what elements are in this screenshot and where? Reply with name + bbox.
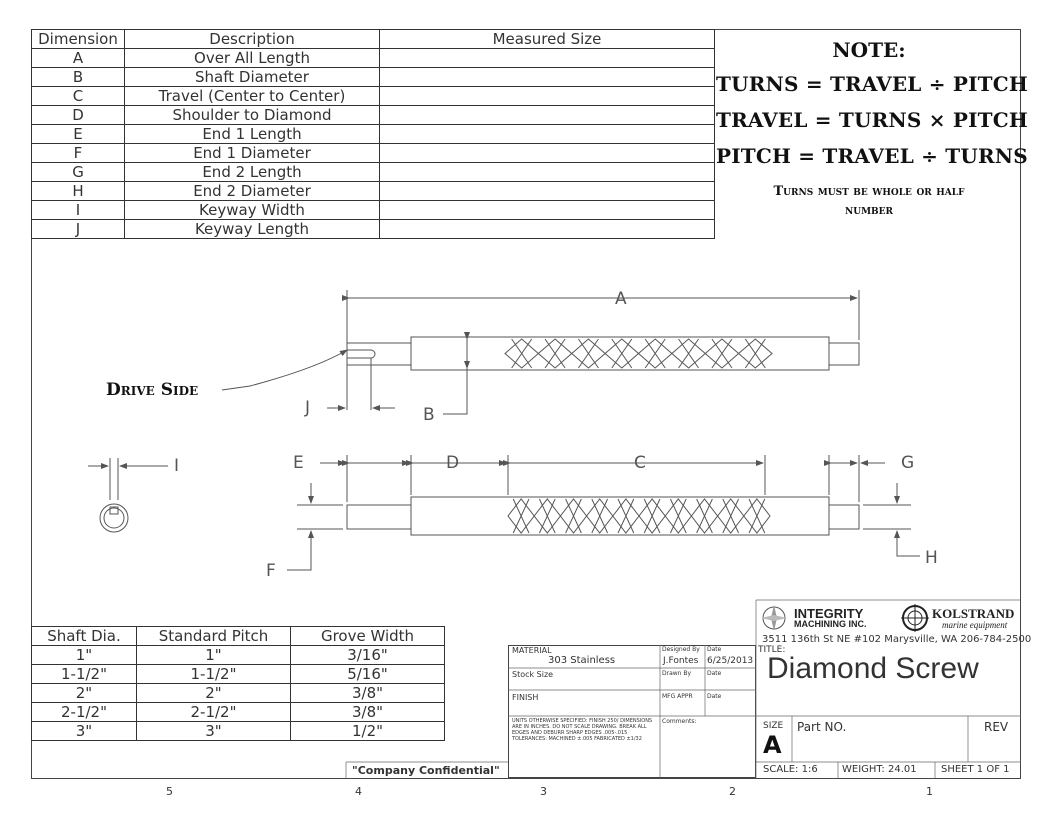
description-cell: Keyway Length xyxy=(125,220,380,239)
description-cell: End 2 Diameter xyxy=(125,182,380,201)
drawn-by-label: Drawn By xyxy=(662,670,692,677)
dimension-letter-cell: D xyxy=(32,106,125,125)
confidential-label: "Company Confidential" xyxy=(352,764,500,777)
finish-label: FINISH xyxy=(512,693,539,702)
table-cell: 2-1/2" xyxy=(137,703,291,722)
company-subname: MACHINING INC. xyxy=(794,619,867,629)
table-cell: 3/16" xyxy=(291,646,445,665)
company-name: INTEGRITY xyxy=(794,606,864,621)
dimension-letter-cell: A xyxy=(32,49,125,68)
zone-number: 5 xyxy=(166,785,173,798)
designed-by-label: Designed By xyxy=(662,646,700,653)
table-cell: 2" xyxy=(137,684,291,703)
dimension-letter-cell: B xyxy=(32,68,125,87)
scale-label: SCALE: 1:6 xyxy=(763,764,818,775)
table-cell: 2" xyxy=(32,684,137,703)
partner-name: KOLSTRAND xyxy=(932,606,1015,621)
size-label: SIZE xyxy=(763,721,784,731)
note-equation: TURNS = TRAVEL ÷ PITCH xyxy=(716,72,1028,96)
column-header: Measured Size xyxy=(380,30,715,49)
date-label: Date xyxy=(707,693,722,700)
date-value: 6/25/2013 xyxy=(707,656,754,666)
zone-number: 3 xyxy=(540,785,547,798)
weight-label: WEIGHT: 24.01 xyxy=(842,764,917,775)
column-header: Standard Pitch xyxy=(137,627,291,646)
dimension-label-h: H xyxy=(925,548,938,568)
material-label: MATERIAL xyxy=(512,646,552,655)
column-header: Shaft Dia. xyxy=(32,627,137,646)
description-cell: Over All Length xyxy=(125,49,380,68)
company-address: 3511 136th St NE #102 Marysville, WA 206-784-2500 xyxy=(762,634,1032,645)
table-cell: 1" xyxy=(137,646,291,665)
tolerance-notes: UNITS OTHERWISE SPECIFIED: FINISH 250/ DIMENSIONS ARE IN INCHES. DO NOT SCALE DRAWING. BREAK ALL EDGES AND DEBURR SHARP EDGES .005-.015 TOLERANCES: MACHINED ±.005 FABRICATED ±1/32 xyxy=(512,718,653,742)
dimension-label-e: E xyxy=(293,453,304,473)
dimension-letter-cell: G xyxy=(32,163,125,182)
sheet-label: SHEET 1 OF 1 xyxy=(941,764,1010,775)
material-value: 303 Stainless xyxy=(548,655,616,666)
description-cell: Keyway Width xyxy=(125,201,380,220)
note-equation: TRAVEL = TURNS × PITCH xyxy=(716,108,1028,132)
dimension-label-j: J xyxy=(305,398,311,418)
column-header: Grove Width xyxy=(291,627,445,646)
description-cell: End 1 Length xyxy=(125,125,380,144)
dimension-label-i: I xyxy=(174,456,180,476)
dimension-letter-cell: E xyxy=(32,125,125,144)
note-subtext-line: number xyxy=(845,203,893,218)
dimension-letter-cell: F xyxy=(32,144,125,163)
table-cell: 5/16" xyxy=(291,665,445,684)
table-cell: 1-1/2" xyxy=(32,665,137,684)
description-cell: End 2 Length xyxy=(125,163,380,182)
column-header: Dimension xyxy=(32,30,125,49)
note-equation: PITCH = TRAVEL ÷ TURNS xyxy=(716,144,1028,168)
part-no-label: Part NO. xyxy=(797,720,847,734)
date-label: Date xyxy=(707,646,722,653)
size-value: A xyxy=(763,731,782,759)
dimension-label-d: D xyxy=(446,453,460,473)
dimension-label-a: A xyxy=(615,289,627,309)
table-cell: 1/2" xyxy=(291,722,445,741)
table-cell: 3" xyxy=(137,722,291,741)
table-cell: 3" xyxy=(32,722,137,741)
description-cell: Travel (Center to Center) xyxy=(125,87,380,106)
table-cell: 3/8" xyxy=(291,684,445,703)
title-label: TITLE: xyxy=(758,645,786,655)
date-label: Date xyxy=(707,670,722,677)
comments-label: Comments: xyxy=(662,718,697,725)
drive-side-label: Drive Side xyxy=(106,380,199,400)
note-subtext-line: Turns must be whole or half xyxy=(773,184,965,199)
dimension-letter-cell: H xyxy=(32,182,125,201)
partner-subname: marine equipment xyxy=(942,620,1008,630)
table-cell: 3/8" xyxy=(291,703,445,722)
zone-number: 1 xyxy=(926,785,933,798)
kolstrand-wheel-icon xyxy=(900,603,930,633)
designed-by-value: J.Fontes xyxy=(663,656,699,666)
dimension-label-b: B xyxy=(423,405,435,425)
dimension-label-c: C xyxy=(634,453,646,473)
dimension-letter-cell: C xyxy=(32,87,125,106)
table-cell: 1" xyxy=(32,646,137,665)
description-cell: Shaft Diameter xyxy=(125,68,380,87)
rev-label: REV xyxy=(984,720,1009,734)
note-title: NOTE: xyxy=(832,38,906,62)
dimension-letter-cell: I xyxy=(32,201,125,220)
description-cell: Shoulder to Diamond xyxy=(125,106,380,125)
dimension-label-g: G xyxy=(901,453,915,473)
table-cell: 1-1/2" xyxy=(137,665,291,684)
zone-number: 4 xyxy=(355,785,362,798)
column-header: Description xyxy=(125,30,380,49)
dimension-label-f: F xyxy=(266,561,276,581)
description-cell: End 1 Diameter xyxy=(125,144,380,163)
dimension-letter-cell: J xyxy=(32,220,125,239)
mfg-appr-label: MFG APPR xyxy=(662,693,693,700)
stock-size-label: Stock Size xyxy=(512,670,554,679)
compass-logo-icon xyxy=(758,603,794,633)
zone-number: 2 xyxy=(729,785,736,798)
table-cell: 2-1/2" xyxy=(32,703,137,722)
drawing-title: Diamond Screw xyxy=(767,652,979,685)
